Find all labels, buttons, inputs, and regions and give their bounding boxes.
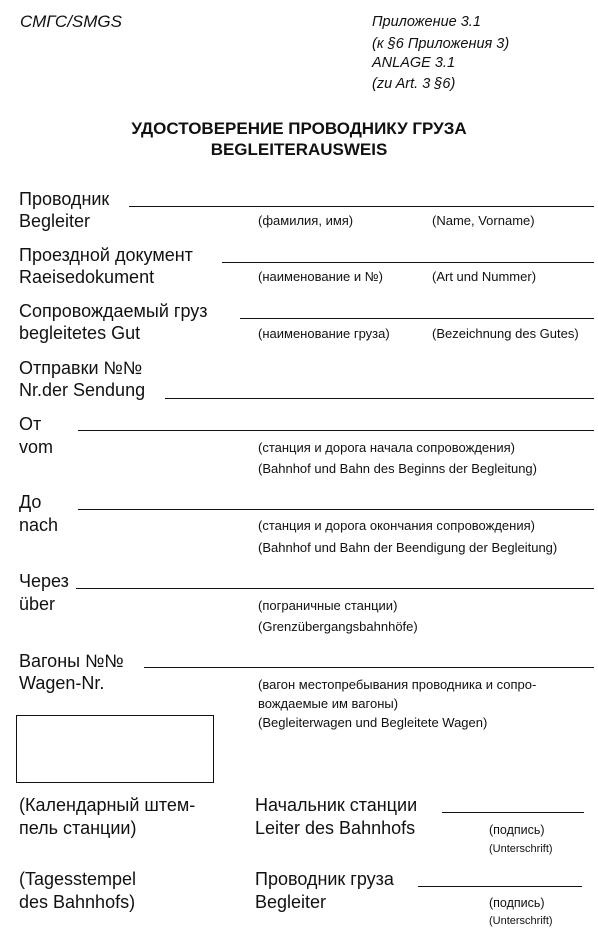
wagons-label-de: Wagen-Nr. [19, 673, 105, 693]
from-label-ru: От [19, 414, 42, 434]
appendix-line-4: (zu Art. 3 §6) [372, 76, 456, 92]
cargo-hint-ru: (наименование груза) [258, 326, 390, 341]
stamp-caption-ru-1: (Календарный штем- [19, 795, 196, 815]
conductor-label-de: Begleiter [19, 211, 91, 231]
wagons-hint-ru-2: вождаемые им вагоны) [258, 696, 399, 711]
via-label-de: über [19, 594, 56, 614]
via-hint-ru: (пограничные станции) [258, 598, 398, 613]
from-field-line[interactable] [78, 430, 594, 431]
cargo-conductor-signature-line[interactable] [418, 886, 582, 887]
stamp-caption-ru-2: пель станции) [19, 818, 137, 838]
to-field-line[interactable] [78, 509, 594, 510]
stamp-caption-de-1: (Tagesstempel [19, 869, 137, 889]
conductor-label-ru: Проводник [19, 189, 110, 209]
cargo-conductor-label-de: Begleiter [255, 892, 327, 912]
cargo-conductor-sig-de: (Unterschrift) [489, 915, 553, 927]
to-hint-ru: (станция и дорога окончания сопровождения) [258, 518, 535, 533]
station-master-label-ru: Начальник станции [255, 795, 418, 815]
cargo-conductor-label-ru: Проводник груза [255, 869, 394, 889]
appendix-line-3: ANLAGE 3.1 [372, 55, 456, 71]
travel-doc-label-ru: Проездной документ [19, 245, 193, 265]
conductor-hint-de: (Name, Vorname) [432, 213, 535, 228]
from-label-de: vom [19, 437, 54, 457]
wagons-hint-ru-1: (вагон местопребывания проводника и сопро- [258, 677, 537, 692]
to-label-de: nach [19, 515, 59, 535]
conductor-hint-ru: (фамилия, имя) [258, 213, 354, 228]
wagons-hint-de: (Begleiterwagen und Begleitete Wagen) [258, 715, 488, 730]
station-master-signature-line[interactable] [442, 812, 584, 813]
shipments-label-de: Nr.der Sendung [19, 380, 146, 400]
wagons-field-line[interactable] [144, 667, 594, 668]
via-field-line[interactable] [76, 588, 594, 589]
stamp-caption-de-2: des Bahnhofs) [19, 892, 136, 912]
shipments-label-ru: Отправки №№ [19, 358, 143, 378]
travel-doc-hint-de: (Art und Nummer) [432, 269, 537, 284]
to-hint-de: (Bahnhof und Bahn der Beendigung der Begleitung) [258, 540, 558, 555]
station-master-sig-de: (Unterschrift) [489, 843, 553, 855]
from-hint-de: (Bahnhof und Bahn des Beginns der Begleitung) [258, 461, 537, 476]
title-de: BEGLEITERAUSWEIS [210, 140, 388, 159]
travel-doc-field-line[interactable] [222, 262, 594, 263]
cargo-label-ru: Сопровождаемый груз [19, 301, 208, 321]
shipments-field-line[interactable] [165, 398, 594, 399]
appendix-line-2: (к §6 Приложения 3) [372, 36, 510, 52]
via-hint-de: (Grenzübergangsbahnhöfe) [258, 619, 418, 634]
station-master-label-de: Leiter des Bahnhofs [255, 818, 416, 838]
via-label-ru: Через [19, 571, 69, 591]
cargo-hint-de: (Bezeichnung des Gutes) [432, 326, 579, 341]
travel-doc-label-de: Raeisedokument [19, 267, 155, 287]
cargo-conductor-sig-ru: (подпись) [489, 896, 545, 910]
conductor-field-line[interactable] [129, 206, 594, 207]
station-master-sig-ru: (подпись) [489, 823, 545, 837]
cargo-label-de: begleitetes Gut [19, 323, 141, 343]
wagons-label-ru: Вагоны №№ [19, 651, 124, 671]
from-hint-ru: (станция и дорога начала сопровождения) [258, 440, 515, 455]
stamp-box[interactable] [16, 715, 214, 783]
travel-doc-hint-ru: (наименование и №) [258, 269, 383, 284]
to-label-ru: До [19, 492, 42, 512]
title-ru: УДОСТОВЕРЕНИЕ ПРОВОДНИКУ ГРУЗА [131, 119, 467, 138]
form-code: СМГС/SMGS [20, 12, 122, 31]
cargo-field-line[interactable] [240, 318, 594, 319]
appendix-line-1: Приложение 3.1 [372, 14, 481, 30]
